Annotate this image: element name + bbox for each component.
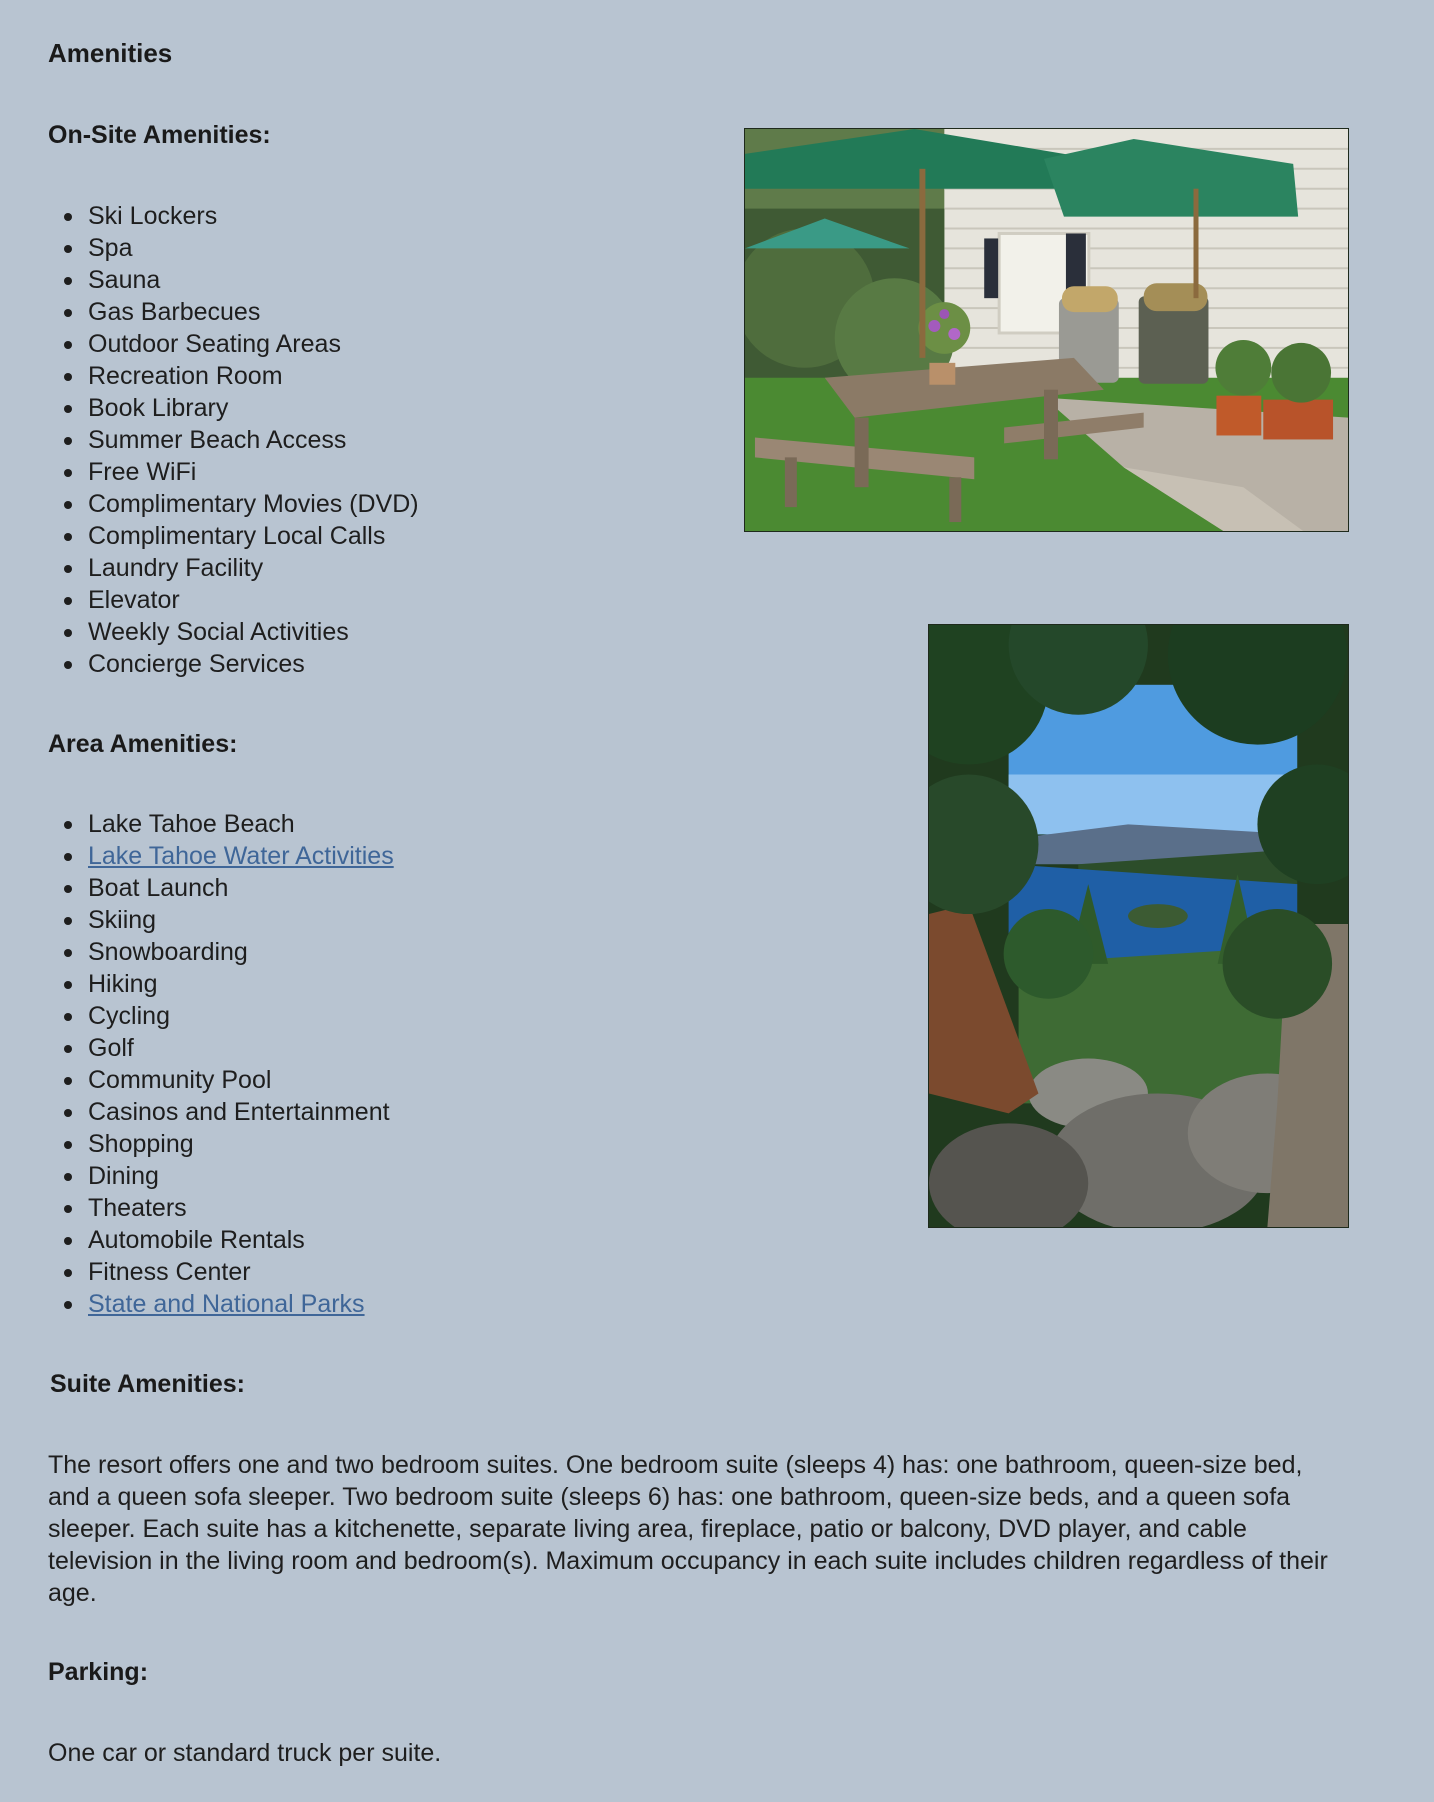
list-item: Book Library [88, 392, 419, 424]
list-item: Free WiFi [88, 456, 419, 488]
list-item: Ski Lockers [88, 200, 419, 232]
suite-heading: Suite Amenities: [50, 1370, 245, 1398]
list-item: Skiing [88, 904, 394, 936]
list-item: Elevator [88, 584, 419, 616]
list-item: Complimentary Movies (DVD) [88, 490, 419, 518]
list-item: Outdoor Seating Areas [88, 328, 419, 360]
list-item: Lake Tahoe Beach [88, 808, 394, 840]
list-item: Summer Beach Access [88, 424, 419, 456]
list-item: Gas Barbecues [88, 296, 419, 328]
suite-description: The resort offers one and two bedroom suites. One bedroom suite (sleeps 4) has: one bathroom, queen-size bed, and a queen sofa sleeper. Two bedroom suite (sleeps 6) has: one bathroom, queen-size beds, and a queen sofa sleeper. Each suite has a kitchenette, separate living area, fireplace, patio or balcony, DVD player, and cable television in the living room and bedroom(s). Maximum occupancy in each suite includes children regardless of their age. [48, 1451, 1328, 1607]
area-heading: Area Amenities: [48, 730, 238, 758]
list-item: Spa [88, 232, 419, 264]
list-item: Automobile Rentals [88, 1224, 394, 1256]
list-item: Shopping [88, 1128, 394, 1160]
list-item: Theaters [88, 1192, 394, 1224]
list-item: Cycling [88, 1000, 394, 1032]
page-title: Amenities [48, 38, 173, 68]
lake-tahoe-photo [928, 624, 1349, 1228]
list-item: Dining [88, 1160, 394, 1192]
list-item: Community Pool [88, 1064, 394, 1096]
area-amenities-list [48, 808, 394, 1320]
list-item: Concierge Services [88, 648, 419, 680]
state-and-national-parks-link[interactable]: State and National Parks [88, 1290, 365, 1318]
list-item: Casinos and Entertainment [88, 1096, 394, 1128]
list-item: Boat Launch [88, 872, 394, 904]
list-item: Complimentary Local Calls [88, 520, 419, 552]
list-item: Snowboarding [88, 936, 394, 968]
list-item: Fitness Center [88, 1256, 394, 1288]
list-item: Recreation Room [88, 360, 419, 392]
onsite-amenities-list [48, 200, 419, 680]
list-item [88, 1288, 394, 1320]
patio-photo [744, 128, 1349, 532]
list-item [88, 840, 394, 872]
parking-heading: Parking: [48, 1658, 149, 1686]
parking-description: One car or standard truck per suite. [48, 1739, 442, 1767]
list-item: Hiking [88, 968, 394, 1000]
list-item: Laundry Facility [88, 552, 419, 584]
list-item: Sauna [88, 264, 419, 296]
list-item: Weekly Social Activities [88, 616, 419, 648]
lake-tahoe-water-activities-link[interactable]: Lake Tahoe Water Activities [88, 842, 394, 870]
onsite-heading: On-Site Amenities: [48, 121, 271, 149]
list-item: Golf [88, 1032, 394, 1064]
